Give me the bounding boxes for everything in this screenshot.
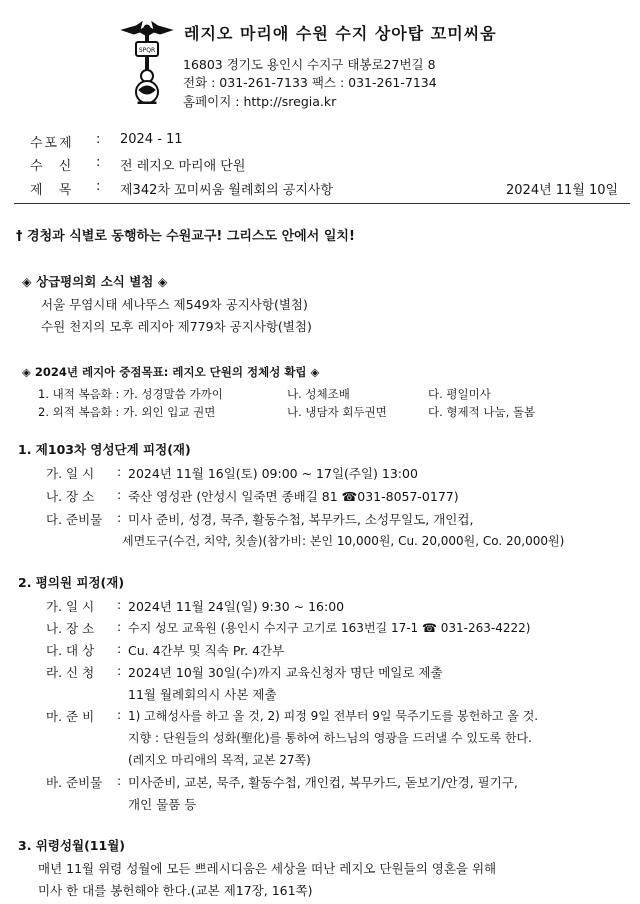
colon: : bbox=[117, 707, 122, 722]
item-value-continued: 11월 월례회의시 사본 제출 bbox=[128, 687, 277, 702]
item-label: 가. 일 시 bbox=[46, 466, 95, 481]
recipient-value: 전 레지오 마리애 단원 bbox=[120, 159, 246, 174]
item-value: 죽산 영성관 (안성시 일죽면 종배길 81 ☎031-8057-0177) bbox=[128, 489, 459, 504]
colon: : bbox=[117, 641, 122, 656]
phone-fax: 전화 : 031-261-7133 팩스 : 031-261-7134 bbox=[183, 75, 437, 90]
item-value: 2024년 11월 16일(토) 09:00 ~ 17일(주일) 13:00 bbox=[128, 466, 418, 481]
doc-number-label: 수포제 bbox=[30, 136, 74, 151]
section-2-title: 2. 평의원 피정(재) bbox=[18, 575, 125, 590]
item-value: 2024년 11월 24일(일) 9:30 ~ 16:00 bbox=[128, 599, 345, 614]
item-label: 다. 준비물 bbox=[46, 512, 103, 527]
paragraph-line: 매년 11월 위령 성월에 모든 쁘레시디움은 세상을 떠난 레지오 단원들의 영혼을 위해 bbox=[38, 861, 497, 876]
colon: : bbox=[117, 663, 122, 678]
homepage: 홈페이지 : http://sregia.kr bbox=[183, 94, 337, 109]
item-value-continued: 지향 : 단원들의 성화(聖化)를 통하여 하느님의 영광을 드러낼 수 있도록 한다. bbox=[128, 731, 532, 745]
address: 16803 경기도 용인시 수지구 태봉로27번길 8 bbox=[183, 57, 436, 72]
item-label: 바. 준비물 bbox=[46, 775, 103, 790]
colon: : bbox=[96, 179, 101, 194]
item-value: 수지 성모 교육원 (용인시 수지구 고기로 163번길 17-1 ☎ 031-263-4222) bbox=[128, 621, 531, 635]
list-item: 서울 무염시태 세나뚜스 제549차 공지사항(별첨) bbox=[41, 297, 308, 312]
goal-row-col1: 2. 외적 복음화 : 가. 외인 입교 권면 bbox=[38, 405, 216, 419]
item-value: Cu. 4간부 및 직속 Pr. 4간부 bbox=[128, 643, 285, 658]
issue-date: 2024년 11월 10일 bbox=[506, 183, 619, 198]
item-label: 가. 일 시 bbox=[46, 599, 95, 614]
goal-row-col1: 1. 내적 복음화 : 가. 성경말씀 가까이 bbox=[38, 387, 223, 401]
item-value: 1) 고해성사를 하고 올 것, 2) 피정 9일 전부터 9일 묵주기도를 봉헌하고 올 것. bbox=[128, 709, 539, 723]
goal-row-col3: 다. 형제적 나눔, 돌봄 bbox=[428, 405, 536, 419]
org-name: 레지오 마리애 수원 수지 상아탑 꼬미씨움 bbox=[184, 24, 497, 43]
item-value: 2024년 10월 30일(수)까지 교육신청자 명단 메일로 제출 bbox=[128, 665, 443, 680]
item-label: 나. 장 소 bbox=[46, 621, 95, 636]
goal-row-col2: 나. 냉담자 회두권면 bbox=[287, 405, 387, 419]
colon: : bbox=[117, 773, 122, 788]
doc-number-value: 2024 - 11 bbox=[120, 132, 183, 147]
colon: : bbox=[117, 619, 122, 634]
recipient-label: 수 신 bbox=[30, 159, 78, 174]
goal-row-col3: 다. 평일미사 bbox=[428, 387, 491, 401]
item-value: 미사준비, 교본, 묵주, 활동수첩, 개인컵, 복무카드, 돋보기/안경, 필기구, bbox=[128, 775, 518, 790]
item-value: 미사 준비, 성경, 묵주, 활동수첩, 복무카드, 소성무일도, 개인컵, bbox=[128, 512, 474, 527]
divider bbox=[14, 203, 630, 204]
paragraph-line: 미사 한 대를 봉헌해야 한다.(교본 제17장, 161쪽) bbox=[38, 883, 313, 898]
item-label: 라. 신 청 bbox=[46, 665, 95, 680]
item-value-continued: 개인 물품 등 bbox=[128, 797, 197, 812]
item-label: 나. 장 소 bbox=[46, 489, 95, 504]
colon: : bbox=[117, 464, 122, 479]
list-item: 수원 천지의 모후 레지아 제779차 공지사항(별첨) bbox=[41, 319, 312, 334]
subject-label: 제 목 bbox=[30, 183, 78, 198]
item-value-continued: 세면도구(수건, 치약, 칫솔)(참가비: 본인 10,000원, Cu. 20,000원, Co. 20,000원) bbox=[122, 534, 565, 548]
motto: † 경청과 식별로 동행하는 수원교구! 그리스도 안에서 일치! bbox=[16, 229, 355, 244]
section-3-title: 3. 위령성월(11월) bbox=[18, 838, 125, 853]
item-label: 마. 준 비 bbox=[46, 709, 95, 724]
colon: : bbox=[96, 132, 101, 147]
goal-row-col2: 나. 성체조배 bbox=[287, 387, 350, 401]
colon: : bbox=[117, 597, 122, 612]
legion-emblem-logo bbox=[120, 18, 174, 104]
item-label: 다. 대 상 bbox=[46, 643, 95, 658]
colon: : bbox=[117, 487, 122, 502]
svg-text:SPQR: SPQR bbox=[138, 47, 156, 54]
colon: : bbox=[117, 510, 122, 525]
colon: : bbox=[96, 155, 101, 170]
item-value-continued: (레지오 마리애의 목적, 교본 27쪽) bbox=[128, 753, 311, 767]
section-goal-title: ◈ 2024년 레지아 중점목표: 레지오 단원의 정체성 확립 ◈ bbox=[22, 365, 320, 379]
section-1-title: 1. 제103차 영성단계 피정(재) bbox=[18, 442, 191, 457]
section-upper-title: ◈ 상급평의회 소식 별첨 ◈ bbox=[22, 274, 168, 289]
subject-value: 제342차 꼬미씨움 월례회의 공지사항 bbox=[120, 183, 334, 198]
